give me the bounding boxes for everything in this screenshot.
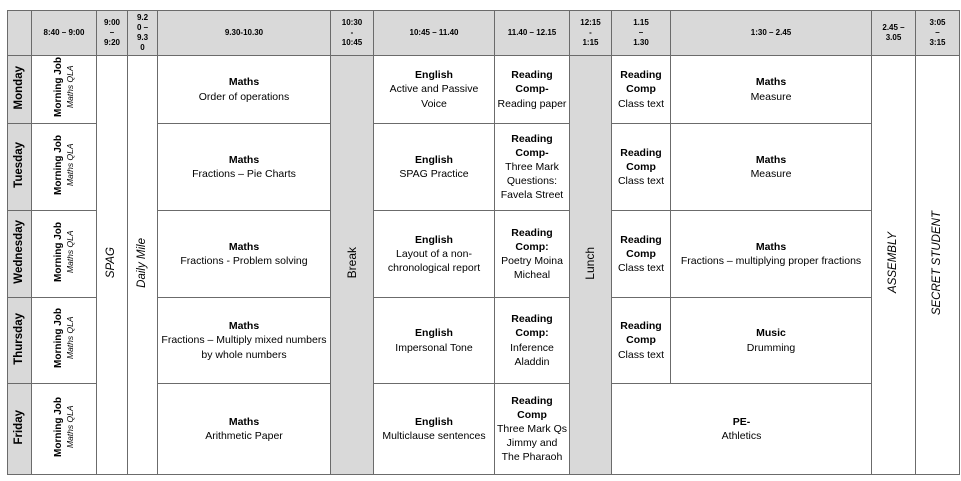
- subject-title: Maths: [228, 240, 260, 253]
- subject-title: Reading Comp: [511, 394, 553, 421]
- time-label: -: [589, 28, 592, 37]
- lesson-detail: Fractions – Pie Charts: [192, 168, 296, 180]
- corner-cell: [8, 11, 32, 56]
- time-label: 1.15: [633, 18, 649, 27]
- time-label: 3.05: [885, 33, 902, 42]
- morning-job-title: Morning Job: [52, 221, 64, 282]
- time-label: 3:15: [929, 38, 946, 47]
- subject-title: Maths: [228, 76, 260, 89]
- time-label: 9.3: [136, 33, 149, 42]
- morning-job-subtitle: Maths QLA: [64, 66, 75, 109]
- lesson-detail: SPAG Practice: [399, 168, 469, 180]
- assembly-cell: [872, 56, 916, 475]
- lesson-cell: [158, 56, 331, 124]
- lesson-detail: Reading paper: [497, 97, 567, 110]
- morning-job-cell: [32, 211, 97, 298]
- morning-job-subtitle: Maths QLA: [64, 143, 75, 187]
- lesson-cell: [158, 384, 331, 475]
- subject-title: Maths: [755, 240, 787, 253]
- day-label: Monday: [12, 65, 25, 110]
- lesson-detail: Poetry Moina Micheal: [501, 255, 563, 282]
- lesson-detail: Athletics: [721, 430, 762, 442]
- break-label: Break: [344, 247, 359, 279]
- lesson-detail: Fractions – multiplying proper fractions: [680, 255, 862, 267]
- subject-title: PE-: [732, 415, 751, 428]
- subject-title: Reading Comp:: [511, 226, 553, 253]
- lesson-cell: [495, 124, 570, 211]
- time-header: [32, 11, 97, 56]
- lesson-cell: [158, 298, 331, 384]
- time-header: [495, 11, 570, 56]
- subject-title: Maths: [755, 76, 787, 89]
- time-header: [331, 11, 374, 56]
- subject-title: English: [415, 415, 453, 428]
- lesson-detail: Drumming: [746, 341, 796, 354]
- lesson-cell: [495, 298, 570, 384]
- day-cell: [8, 298, 32, 384]
- time-label: -: [350, 28, 354, 37]
- lesson-detail: Active and Passive Voice: [389, 83, 479, 110]
- time-label: 9:20: [103, 38, 120, 47]
- time-label: –: [638, 28, 644, 37]
- time-label: 10:45: [341, 38, 363, 47]
- day-label: Friday: [12, 409, 25, 445]
- subject-title: Reading Comp: [620, 69, 662, 96]
- time-label: 0: [140, 43, 145, 52]
- time-label: 12:15: [580, 18, 601, 27]
- daily-mile-cell: [128, 56, 158, 475]
- morning-job-title: Morning Job: [52, 134, 64, 195]
- time-label: 9.30-10.30: [224, 28, 264, 37]
- subject-title: Reading Comp:: [511, 313, 553, 340]
- lesson-cell: [671, 298, 872, 384]
- subject-title: Maths: [228, 415, 260, 428]
- subject-title: Reading Comp-: [511, 132, 553, 159]
- lesson-cell: [612, 56, 671, 124]
- time-header: [374, 11, 495, 56]
- time-header: [671, 11, 872, 56]
- lesson-detail: Order of operations: [198, 90, 290, 103]
- lesson-detail: Fractions – Multiply mixed numbers by whole numbers: [161, 334, 327, 361]
- lesson-detail: Fractions - Problem solving: [180, 255, 308, 267]
- lesson-detail: Class text: [617, 348, 665, 361]
- time-header: [612, 11, 671, 56]
- secret-student-cell: [916, 56, 960, 475]
- time-label: –: [109, 28, 115, 37]
- time-label: 10:30: [341, 18, 363, 27]
- lesson-cell: [158, 124, 331, 211]
- spag-cell: [97, 56, 128, 475]
- morning-job-subtitle: Maths QLA: [64, 230, 75, 274]
- lesson-cell: [671, 211, 872, 298]
- time-header: [872, 11, 916, 56]
- lesson-detail: Layout of a non-chronological report: [387, 247, 481, 275]
- subject-title: Reading Comp: [620, 146, 662, 173]
- subject-title: English: [415, 327, 453, 340]
- time-label: 1:30 – 2.45: [750, 28, 792, 37]
- subject-title: Maths: [228, 153, 260, 166]
- day-cell: [8, 56, 32, 124]
- morning-job-subtitle: Maths QLA: [64, 405, 75, 449]
- morning-job-cell: [32, 384, 97, 475]
- subject-title: Music: [756, 327, 786, 340]
- morning-job-title: Morning Job: [52, 57, 64, 118]
- time-header: [97, 11, 128, 56]
- lesson-cell: [612, 211, 671, 298]
- subject-title: Maths: [228, 320, 260, 333]
- assembly-label: ASSEMBLY: [886, 232, 899, 294]
- day-cell: [8, 211, 32, 298]
- time-label: –: [935, 28, 940, 37]
- time-label: 1.30: [633, 38, 649, 47]
- lesson-cell: [671, 124, 872, 211]
- subject-title: English: [415, 153, 453, 166]
- subject-title: English: [415, 233, 453, 246]
- lesson-cell: [374, 124, 495, 211]
- break-cell: [331, 56, 374, 475]
- time-header-row: [8, 11, 960, 56]
- day-label: Wednesday: [12, 220, 25, 284]
- lesson-cell: [671, 56, 872, 124]
- lunch-label: Lunch: [583, 246, 598, 280]
- day-row-monday: [8, 56, 960, 124]
- time-label: 9:00: [103, 18, 120, 27]
- lesson-detail: Class text: [617, 262, 665, 275]
- lesson-cell: [158, 211, 331, 298]
- lesson-detail: Three Mark Questions: Favela Street: [500, 160, 564, 202]
- morning-job-subtitle: Maths QLA: [64, 317, 75, 360]
- day-cell: [8, 124, 32, 211]
- lesson-detail: Measure: [750, 168, 792, 180]
- time-header: [158, 11, 331, 56]
- secret-student-label: SECRET STUDENT: [930, 210, 943, 315]
- time-label: 9.2: [136, 13, 149, 22]
- lesson-detail: Inference Aladdin: [510, 341, 554, 368]
- daily-mile-label: Daily Mile: [135, 237, 148, 288]
- morning-job-title: Morning Job: [52, 308, 64, 369]
- lesson-detail: Class text: [617, 97, 665, 110]
- lesson-cell: [374, 298, 495, 384]
- subject-title: Reading Comp-: [511, 69, 553, 96]
- lesson-cell: [374, 384, 495, 475]
- subject-title: Reading Comp: [620, 320, 662, 347]
- subject-title: Reading Comp: [620, 233, 662, 260]
- lesson-detail: Three Mark Qs Jimmy and The Pharaoh: [497, 422, 568, 464]
- lesson-cell: [495, 384, 570, 475]
- lesson-cell: [374, 56, 495, 124]
- day-label: Thursday: [12, 312, 25, 365]
- lesson-cell: [612, 124, 671, 211]
- lesson-cell: [495, 211, 570, 298]
- subject-title: Maths: [755, 153, 787, 166]
- morning-job-cell: [32, 124, 97, 211]
- day-label: Tuesday: [12, 142, 25, 188]
- lunch-cell: [570, 56, 612, 475]
- time-label: 11.40 – 12.15: [507, 28, 557, 37]
- time-label: 0 –: [136, 23, 149, 32]
- lesson-cell: [495, 56, 570, 124]
- subject-title: English: [415, 69, 453, 82]
- lesson-cell: [612, 298, 671, 384]
- timetable: [7, 10, 960, 475]
- lesson-detail: Impersonal Tone: [395, 341, 473, 354]
- time-header: [570, 11, 612, 56]
- lesson-detail: Arithmetic Paper: [205, 430, 283, 442]
- time-header: [128, 11, 158, 56]
- time-header: [916, 11, 960, 56]
- morning-job-cell: [32, 298, 97, 384]
- time-label: 3:05: [929, 18, 946, 27]
- time-label: 8:40 – 9:00: [43, 28, 85, 37]
- spag-label: SPAG: [105, 247, 118, 279]
- lesson-cell: [612, 384, 872, 475]
- day-cell: [8, 384, 32, 475]
- lesson-detail: Class text: [617, 175, 665, 188]
- time-label: 10:45 – 11.40: [409, 28, 459, 37]
- morning-job-title: Morning Job: [52, 396, 64, 457]
- lesson-detail: Multiclause sentences: [382, 430, 486, 442]
- lesson-detail: Measure: [750, 90, 792, 103]
- lesson-cell: [374, 211, 495, 298]
- morning-job-cell: [32, 56, 97, 124]
- time-label: 2.45 –: [882, 23, 905, 32]
- time-label: 1:15: [582, 38, 599, 47]
